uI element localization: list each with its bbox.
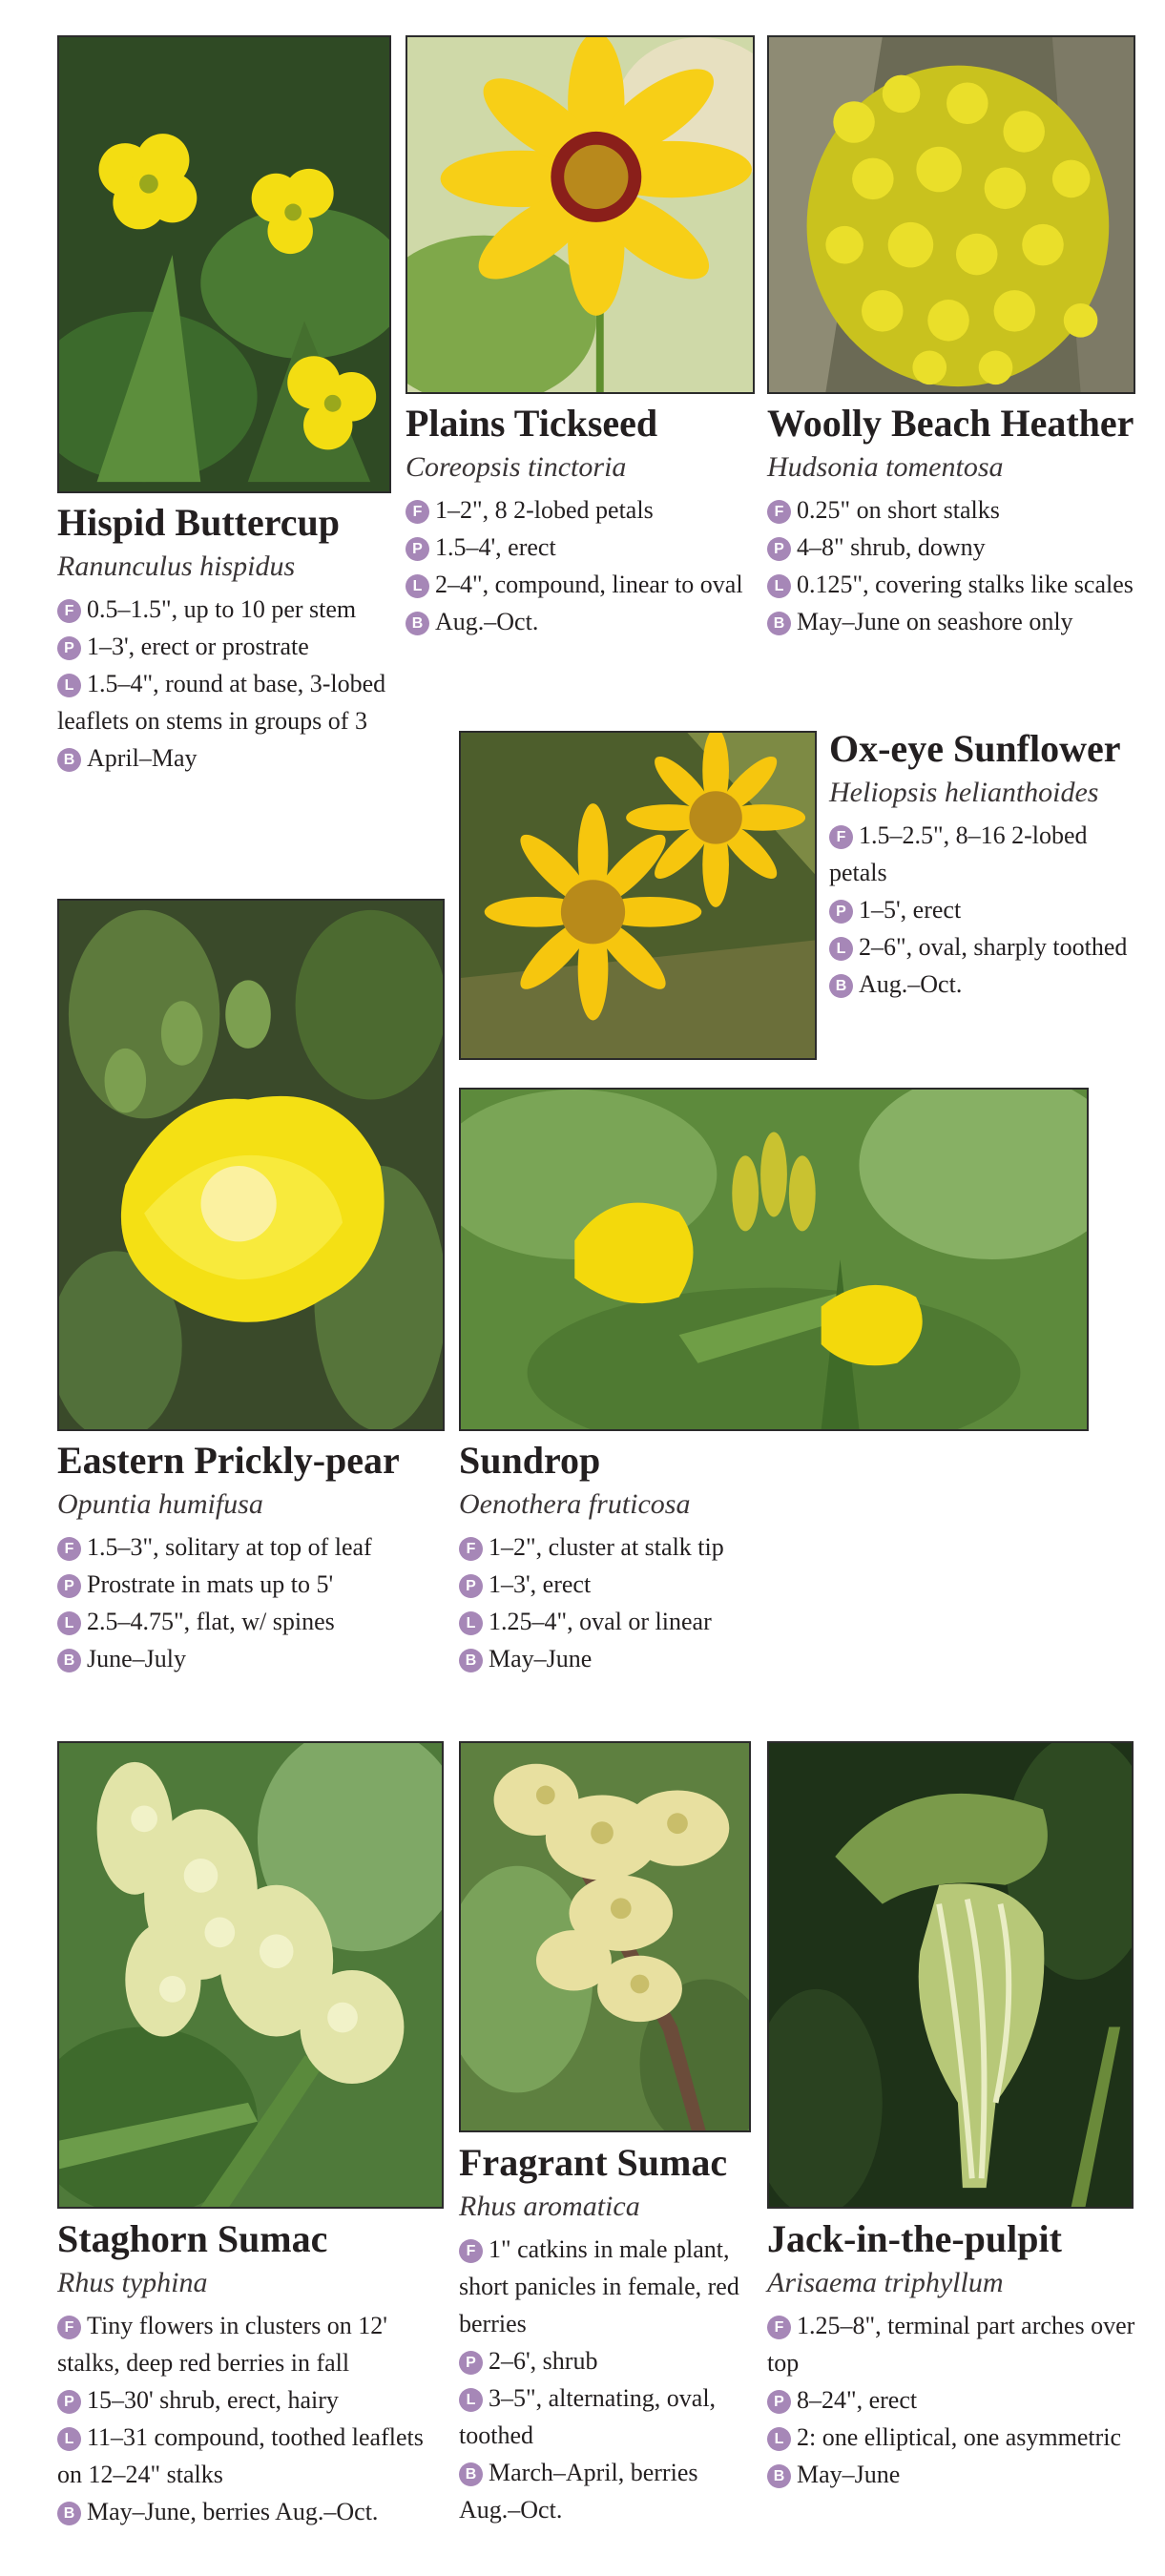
scientific-name: Ranunculus hispidus (57, 551, 296, 582)
fact-plant (459, 1566, 860, 1603)
fact-text: 1.5–4", round at base, 3-lobed leaflets on stems in groups of 3 (57, 670, 386, 735)
fact-leaf (767, 2419, 1139, 2456)
plant-badge-icon: P (459, 2351, 483, 2375)
fact-text: 1" catkins in male plant, short panicles in female, red berries (459, 2235, 739, 2337)
fact-leaf (829, 928, 1149, 966)
fact-bloom (57, 739, 401, 777)
flower-badge-icon: F (767, 500, 791, 524)
entry-fragrant-sumac (459, 2139, 755, 2528)
plains-tickseed-photo (406, 35, 755, 394)
entry-sundrop (459, 1437, 860, 1677)
fact-flower (459, 1528, 860, 1566)
scientific-name: Coreopsis tinctoria (406, 451, 627, 483)
entry-plains-tickseed (406, 400, 755, 640)
plant-badge-icon: P (767, 2390, 791, 2414)
sundrop-photo (459, 1088, 1089, 1431)
fact-text: June–July (87, 1645, 186, 1672)
scientific-name: Heliopsis helianthoides (829, 777, 1099, 808)
fact-text: 1.5–3", solitary at top of leaf (87, 1533, 372, 1561)
fact-text: 0.5–1.5", up to 10 per stem (87, 595, 357, 623)
species-name: Eastern Prickly-pear (57, 1439, 400, 1482)
fact-text: 1.25–8", terminal part arches over top (767, 2312, 1135, 2377)
plant-badge-icon: P (406, 537, 429, 561)
fact-bloom (57, 1640, 448, 1677)
bloom-badge-icon: B (57, 748, 81, 772)
fact-flower (829, 817, 1149, 891)
fact-bloom (57, 2493, 448, 2530)
species-name: Hispid Buttercup (57, 501, 340, 544)
leaf-badge-icon: L (406, 574, 429, 598)
woolly-beach-heather-photo (767, 35, 1135, 394)
fact-text: 1–3', erect or prostrate (87, 633, 309, 660)
entry-woolly-beach-heather (767, 400, 1149, 640)
scientific-name: Arisaema triphyllum (767, 2267, 1004, 2298)
fact-bloom (459, 2454, 755, 2528)
fact-flower (406, 491, 755, 529)
leaf-badge-icon: L (459, 2388, 483, 2412)
species-name: Sundrop (459, 1439, 601, 1482)
fact-flower (767, 2307, 1139, 2381)
fact-text: 0.125", covering stalks like scales (797, 571, 1134, 598)
fact-plant (57, 1566, 448, 1603)
species-name: Plains Tickseed (406, 402, 658, 445)
fact-text: Tiny flowers in clusters on 12' stalks, deep red berries in fall (57, 2312, 387, 2377)
fact-plant (57, 628, 401, 665)
scientific-name: Hudsonia tomentosa (767, 451, 1004, 483)
oxeye-sunflower-photo (459, 731, 817, 1060)
fact-plant (767, 2381, 1139, 2419)
fact-leaf (57, 665, 401, 739)
species-name: Woolly Beach Heather (767, 402, 1134, 445)
fact-text: May–June on seashore only (797, 608, 1073, 635)
flower-badge-icon: F (767, 2316, 791, 2339)
species-name: Jack-in-the-pulpit (767, 2217, 1062, 2260)
fact-text: 11–31 compound, toothed leaflets on 12–24" stalks (57, 2423, 424, 2488)
fact-plant (459, 2342, 755, 2379)
bloom-badge-icon: B (459, 1649, 483, 1672)
bloom-badge-icon: B (57, 1649, 81, 1672)
species-name: Staghorn Sumac (57, 2217, 328, 2260)
fact-text: 1.5–4', erect (435, 533, 556, 561)
bloom-badge-icon: B (57, 2502, 81, 2525)
flower-badge-icon: F (459, 1537, 483, 1561)
fact-text: 2.5–4.75", flat, w/ spines (87, 1608, 335, 1635)
entry-eastern-prickly-pear (57, 1437, 448, 1677)
fact-text: April–May (87, 744, 198, 772)
fact-bloom (767, 603, 1149, 640)
fact-text: 2: one elliptical, one asymmetric (797, 2423, 1122, 2451)
fact-text: 1–2", 8 2-lobed petals (435, 496, 654, 524)
fact-text: May–June (797, 2461, 901, 2488)
fact-text: 1–2", cluster at stalk tip (489, 1533, 724, 1561)
entry-staghorn-sumac (57, 2215, 448, 2530)
entry-jack-in-the-pulpit (767, 2215, 1139, 2493)
fact-plant (767, 529, 1149, 566)
leaf-badge-icon: L (767, 2427, 791, 2451)
fact-text: 4–8" shrub, downy (797, 533, 986, 561)
entry-oxeye-sunflower (829, 725, 1149, 1003)
fact-leaf (406, 566, 755, 603)
fact-text: 1–3', erect (489, 1570, 592, 1598)
hispid-buttercup-photo (57, 35, 391, 493)
fact-leaf (459, 2379, 755, 2454)
flower-badge-icon: F (57, 2316, 81, 2339)
leaf-badge-icon: L (57, 1611, 81, 1635)
fact-text: 2–4", compound, linear to oval (435, 571, 743, 598)
fact-text: May–June, berries Aug.–Oct. (87, 2498, 379, 2525)
plant-badge-icon: P (57, 636, 81, 660)
fact-bloom (459, 1640, 860, 1677)
fact-flower (57, 1528, 448, 1566)
fact-text: 0.25" on short stalks (797, 496, 1000, 524)
plant-badge-icon: P (57, 2390, 81, 2414)
bloom-badge-icon: B (459, 2462, 483, 2486)
jack-in-the-pulpit-photo (767, 1741, 1134, 2209)
fact-flower (767, 491, 1149, 529)
fragrant-sumac-photo (459, 1741, 751, 2132)
leaf-badge-icon: L (57, 2427, 81, 2451)
fact-leaf (459, 1603, 860, 1640)
fact-text: 3–5", alternating, oval, toothed (459, 2384, 717, 2449)
scientific-name: Rhus typhina (57, 2267, 208, 2298)
scientific-name: Opuntia humifusa (57, 1488, 263, 1520)
eastern-prickly-pear-photo (57, 899, 445, 1431)
fact-text: Aug.–Oct. (859, 970, 963, 998)
bloom-badge-icon: B (767, 612, 791, 635)
flower-badge-icon: F (829, 825, 853, 849)
entry-hispid-buttercup (57, 499, 401, 777)
bloom-badge-icon: B (767, 2464, 791, 2488)
fact-text: May–June (489, 1645, 593, 1672)
leaf-badge-icon: L (829, 937, 853, 961)
fact-text: 2–6", oval, sharply toothed (859, 933, 1128, 961)
fact-leaf (767, 566, 1149, 603)
fact-text: Prostrate in mats up to 5' (87, 1570, 334, 1598)
fact-bloom (767, 2456, 1139, 2493)
leaf-badge-icon: L (459, 1611, 483, 1635)
species-name: Ox-eye Sunflower (829, 727, 1121, 770)
fact-bloom (829, 966, 1149, 1003)
fact-flower (57, 591, 401, 628)
staghorn-sumac-photo (57, 1741, 444, 2209)
fact-leaf (57, 1603, 448, 1640)
fact-text: Aug.–Oct. (435, 608, 539, 635)
fact-bloom (406, 603, 755, 640)
flower-badge-icon: F (57, 599, 81, 623)
flower-badge-icon: F (57, 1537, 81, 1561)
fact-text: March–April, berries Aug.–Oct. (459, 2459, 698, 2524)
scientific-name: Rhus aromatica (459, 2191, 640, 2222)
fact-plant (406, 529, 755, 566)
fact-text: 2–6', shrub (489, 2347, 598, 2375)
fact-flower (57, 2307, 448, 2381)
flower-badge-icon: F (459, 2239, 483, 2263)
plant-badge-icon: P (57, 1574, 81, 1598)
fact-text: 1.25–4", oval or linear (489, 1608, 712, 1635)
fact-text: 1–5', erect (859, 896, 962, 924)
fact-plant (829, 891, 1149, 928)
fact-leaf (57, 2419, 448, 2493)
bloom-badge-icon: B (406, 612, 429, 635)
fact-text: 15–30' shrub, erect, hairy (87, 2386, 339, 2414)
fact-flower (459, 2231, 755, 2342)
plant-badge-icon: P (829, 900, 853, 924)
leaf-badge-icon: L (767, 574, 791, 598)
scientific-name: Oenothera fruticosa (459, 1488, 691, 1520)
leaf-badge-icon: L (57, 674, 81, 697)
fact-text: 8–24", erect (797, 2386, 918, 2414)
fact-plant (57, 2381, 448, 2419)
plant-badge-icon: P (767, 537, 791, 561)
species-name: Fragrant Sumac (459, 2141, 728, 2184)
flower-badge-icon: F (406, 500, 429, 524)
bloom-badge-icon: B (829, 974, 853, 998)
plant-badge-icon: P (459, 1574, 483, 1598)
fact-text: 1.5–2.5", 8–16 2-lobed petals (829, 821, 1088, 886)
